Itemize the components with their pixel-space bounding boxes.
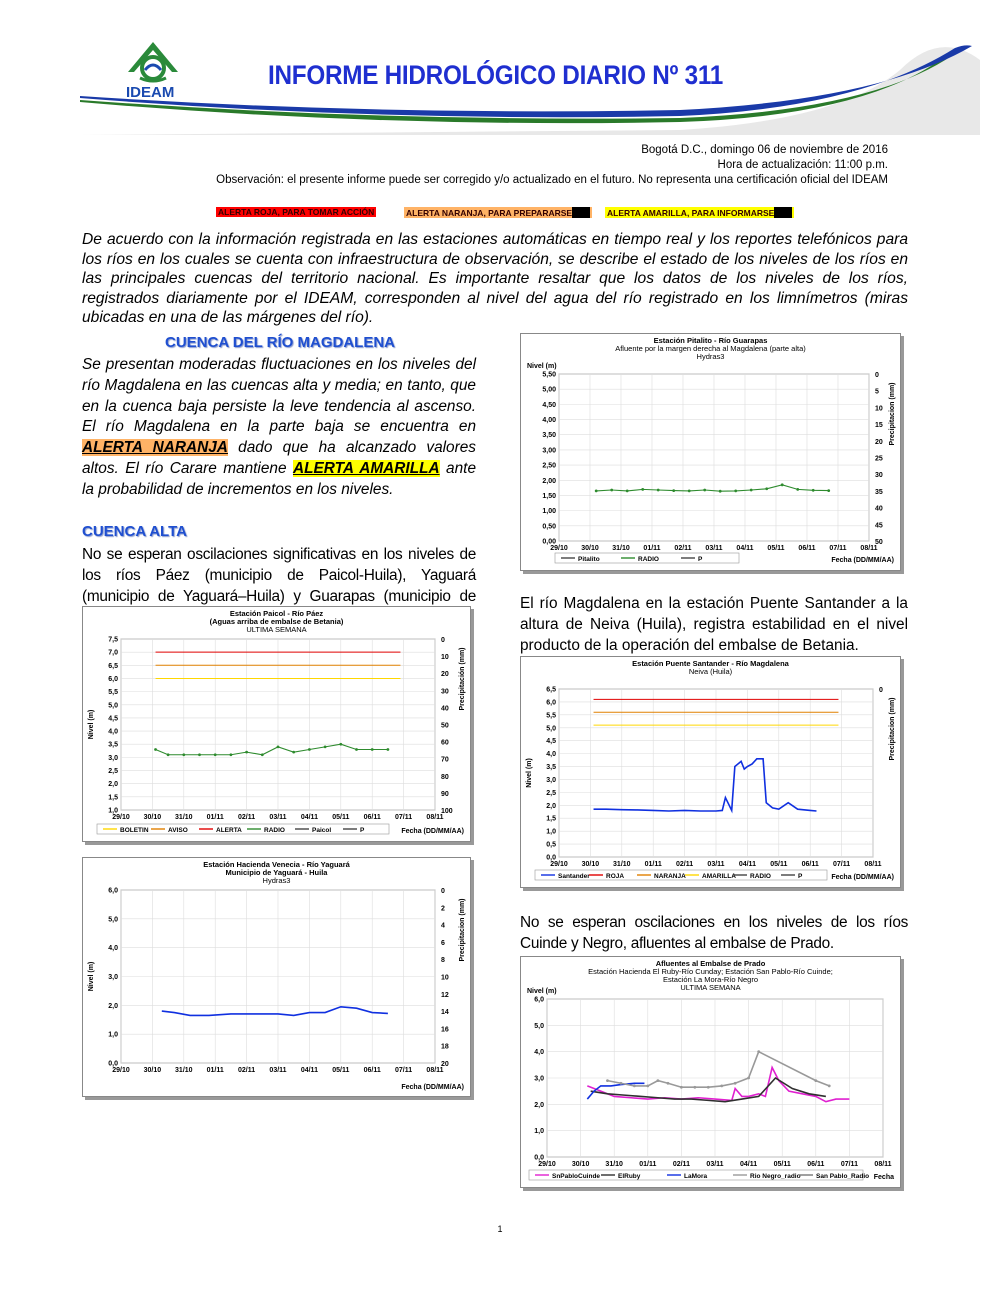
y-tick-label: 0,5 [546, 841, 556, 849]
x-tick-label: 30/10 [143, 1067, 162, 1074]
y2-tick-label: 25 [875, 455, 883, 463]
x-tick-label: 30/10 [571, 1161, 590, 1168]
data-point [734, 1082, 737, 1085]
data-point [154, 748, 157, 751]
y-tick-label: 7,0 [108, 649, 118, 657]
y2-tick-label: 6 [441, 939, 445, 947]
ideam-logo [118, 38, 188, 104]
x-tick-label: 02/11 [674, 545, 692, 552]
y-axis-label: Nivel (m) [526, 758, 533, 788]
y-tick-label: 5,5 [546, 712, 556, 720]
data-point [747, 1077, 750, 1080]
alert-orange-badge: ALERTA NARANJA [82, 439, 228, 457]
chart-title: Afluentes al Embalse de Prado [655, 959, 766, 968]
chart-santander [520, 656, 901, 888]
legend-label: RADIO [264, 827, 285, 834]
y-tick-label: 1,0 [108, 1031, 118, 1039]
x-tick-label: 05/11 [332, 814, 350, 821]
y-tick-label: 3,50 [542, 432, 556, 440]
data-point [292, 751, 295, 754]
data-point [656, 1079, 659, 1082]
x-tick-label: 30/10 [143, 814, 162, 821]
data-point [827, 489, 830, 492]
black-block [774, 207, 792, 218]
y-tick-label: 2,0 [534, 1101, 544, 1109]
data-point [606, 1079, 609, 1082]
y-tick-label: 1,5 [546, 815, 556, 823]
legend-label: BOLETIN [120, 827, 149, 834]
x-tick-label: 08/11 [874, 1161, 892, 1168]
chart-prado [520, 956, 901, 1188]
chart-subtitle2: Estación La Mora-Río Negro [662, 975, 759, 984]
x-tick-label: 07/11 [833, 861, 851, 868]
y-tick-label: 1,0 [546, 828, 556, 836]
x-tick-label: 06/11 [798, 545, 816, 552]
y-tick-label: 3,0 [546, 776, 556, 784]
y-axis-label: Nivel (m) [88, 709, 95, 740]
x-tick-label: 31/10 [612, 545, 630, 552]
y2-tick-label: 10 [875, 405, 883, 413]
x-tick-label: 31/10 [613, 861, 631, 868]
y2-tick-label: 10 [441, 974, 449, 982]
x-tick-label: 04/11 [300, 1067, 318, 1074]
data-point [308, 748, 311, 751]
chart-subtitle: Afluente por la margen derecha al Magdalena (parte alta) [615, 344, 806, 353]
data-point [693, 1086, 696, 1089]
y-tick-label: 3,0 [534, 1075, 544, 1083]
data-point [633, 1085, 636, 1088]
y2-tick-label: 30 [875, 472, 883, 480]
chart-subtitle: Estación Hacienda El Ruby-Río Cunday; Estación San Pablo-Río Cuinde; [588, 967, 833, 976]
y2-tick-label: 0 [875, 372, 879, 379]
data-point [355, 748, 358, 751]
x-axis-label: Fecha (DD/MM/AA) [401, 1084, 464, 1091]
data-point [620, 1082, 623, 1085]
alert-yellow-legend [605, 207, 794, 218]
chart-svg-venecia [83, 858, 470, 1096]
legend-label: P [798, 873, 803, 880]
series-line-3 [607, 1052, 829, 1088]
magdalena-text-1: Se presentan moderadas fluctuaciones en los niveles del río Magdalena en las cuencas alta y media; en tanto, que en la cuenca baja persiste la leve tendencia al ascenso. El río Magdalena en la parte baja se encuentra en [82, 356, 476, 436]
y2-tick-label: 0 [441, 637, 445, 644]
chart-paicol [82, 606, 471, 842]
alert-orange-text: ALERTA NARANJA, PARA PREPARARSE [406, 208, 573, 218]
legend-label: Rio Negro_radio [750, 1173, 801, 1180]
magdalena-text-3: ante la probabilidad de incrementos en los niveles. [82, 459, 476, 498]
x-tick-label: 04/11 [300, 814, 318, 821]
y-axis-label: Nivel (m) [527, 363, 557, 370]
x-tick-label: 02/11 [238, 1067, 256, 1074]
x-tick-label: 04/11 [740, 1161, 758, 1168]
x-tick-label: 01/11 [206, 1067, 224, 1074]
y2-tick-label: 15 [875, 422, 883, 430]
y2-tick-label: 0 [879, 687, 883, 694]
y2-tick-label: 8 [441, 957, 445, 965]
y2-tick-label: 20 [875, 438, 883, 446]
alert-yellow-badge: ALERTA AMARILLA [292, 459, 440, 477]
chart-svg-pitalito [521, 334, 900, 570]
y2-tick-label: 18 [441, 1043, 449, 1051]
y2-tick-label: 20 [441, 671, 449, 679]
data-point [765, 487, 768, 490]
chart-title: Estación Paicol - Río Páez [229, 609, 324, 618]
legend-label: P [360, 827, 365, 834]
chart-venecia [82, 857, 471, 1097]
y2-tick-label: 30 [441, 688, 449, 696]
legend-label: SnPabloCuinde [552, 1173, 601, 1180]
y-tick-label: 3,0 [108, 754, 118, 762]
y-tick-label: 5,0 [546, 725, 556, 733]
y2-tick-label: 90 [441, 790, 449, 798]
y2-tick-label: 14 [441, 1009, 449, 1017]
y2-tick-label: 0 [441, 888, 445, 895]
y-tick-label: 1,0 [108, 807, 118, 815]
y2-tick-label: 10 [441, 654, 449, 662]
legend-label: NARANJA [654, 873, 686, 880]
y-tick-label: 2,00 [542, 477, 556, 485]
legend-label: RADIO [638, 556, 659, 563]
observation-note: Observación: el presente informe puede ser corregido y/o actualizado en el futuro. No representa una certificación oficial del IDEAM [216, 174, 888, 186]
chart-title: Estación Hacienda Venecia - Río Yaguará [203, 860, 350, 869]
y-tick-label: 6,5 [546, 686, 556, 694]
x-tick-label: 08/11 [864, 861, 882, 868]
y-tick-label: 6,0 [108, 887, 118, 895]
data-point [595, 490, 598, 493]
magdalena-text-2: dado que ha alcanzado valores altos. El río Carare mantiene [82, 439, 476, 477]
section-title-alta: CUENCA ALTA [82, 523, 187, 540]
data-point [680, 1086, 683, 1089]
x-tick-label: 08/11 [426, 814, 444, 821]
chart-title: Estación Pitalito - Río Guarapas [653, 336, 768, 345]
x-tick-label: 01/11 [643, 545, 661, 552]
x-tick-label: 05/11 [767, 545, 785, 552]
y2-tick-label: 100 [441, 808, 453, 815]
series-line-0 [156, 744, 388, 755]
data-point [182, 753, 185, 756]
y-tick-label: 2,5 [546, 789, 556, 797]
y-axis-label: Nivel (m) [527, 988, 557, 995]
y-tick-label: 3,00 [542, 447, 556, 455]
data-point [626, 490, 629, 493]
x-tick-label: 05/11 [773, 1161, 791, 1168]
y2-tick-label: 35 [875, 488, 883, 496]
x-tick-label: 03/11 [269, 1067, 287, 1074]
x-axis-label: Fecha (DD/MM/AA) [831, 874, 894, 881]
y2-tick-label: 80 [441, 773, 449, 781]
legend-label: P [698, 556, 703, 563]
x-axis-label: Fecha (DD/MM/AA) [401, 828, 464, 835]
x-tick-label: 01/11 [639, 1161, 657, 1168]
legend-label: RADIO [750, 873, 771, 880]
y-tick-label: 4,0 [108, 945, 118, 953]
data-point [707, 1086, 710, 1089]
y-tick-label: 3,5 [108, 741, 118, 749]
x-axis-label: Fecha (DD/MM/AA) [831, 557, 894, 564]
y-tick-label: 3,0 [108, 974, 118, 981]
y-tick-label: 2,50 [542, 462, 556, 470]
y-tick-label: 4,0 [546, 751, 556, 759]
x-tick-label: 29/10 [112, 814, 130, 821]
alert-red-legend: ALERTA ROJA, PARA TOMAR ACCIÓN [218, 207, 375, 217]
y2-tick-label: 12 [441, 991, 449, 999]
page-title: INFORME HIDROLÓGICO DIARIO Nº 311 [268, 60, 723, 90]
chart-svg-prado [521, 957, 900, 1187]
data-point [214, 753, 217, 756]
data-point [672, 489, 675, 492]
y-tick-label: 5,50 [542, 371, 556, 379]
y-tick-label: 4,0 [534, 1049, 544, 1057]
x-axis-label: Fecha [873, 1174, 894, 1181]
y-tick-label: 4,5 [546, 738, 556, 746]
y-tick-label: 2,5 [108, 768, 118, 776]
data-point [719, 490, 722, 493]
data-point [734, 490, 737, 493]
x-tick-label: 06/11 [363, 814, 381, 821]
data-point [371, 748, 374, 751]
y-tick-label: 2,0 [108, 1002, 118, 1010]
y2-tick-label: 20 [441, 1061, 449, 1068]
y-tick-label: 1,5 [108, 794, 118, 802]
y-tick-label: 6,0 [546, 699, 556, 707]
data-point [245, 751, 248, 754]
data-point [812, 489, 815, 492]
x-tick-label: 07/11 [829, 545, 847, 552]
y-tick-label: 4,00 [542, 417, 556, 425]
y-tick-label: 4,0 [108, 728, 118, 736]
y-tick-label: 6,0 [534, 996, 544, 1004]
magdalena-paragraph [82, 355, 476, 501]
x-tick-label: 30/10 [581, 861, 600, 868]
chart-subtitle3: ULTIMA SEMANA [680, 983, 741, 992]
y2-tick-label: 2 [441, 905, 445, 913]
y2-axis-label: Precipitacion (mm) [459, 898, 466, 962]
y-tick-label: 6,5 [108, 662, 118, 670]
y-tick-label: 6,0 [108, 675, 118, 683]
chart-subtitle: (Aguas arriba de embalse de Betania) [209, 617, 344, 626]
y2-tick-label: 50 [875, 539, 883, 546]
chart-svg-paicol [83, 607, 470, 841]
chart-svg-santander [521, 657, 900, 887]
data-point [167, 753, 170, 756]
x-tick-label: 03/11 [269, 814, 287, 821]
y-tick-label: 5,00 [542, 386, 556, 394]
data-point [688, 490, 691, 493]
x-tick-label: 08/11 [860, 545, 878, 552]
legend-label: Santander [558, 873, 590, 880]
chart-subtitle2: Hydras3 [696, 352, 725, 361]
x-tick-label: 31/10 [175, 1067, 193, 1074]
x-tick-label: 07/11 [395, 1067, 413, 1074]
y2-tick-label: 45 [875, 522, 883, 530]
y2-tick-label: 40 [875, 505, 883, 513]
x-tick-label: 08/11 [426, 1067, 444, 1074]
data-point [828, 1085, 831, 1088]
data-point [781, 483, 784, 486]
x-tick-label: 29/10 [550, 861, 568, 868]
data-point [387, 748, 390, 751]
x-tick-label: 05/11 [770, 861, 788, 868]
x-tick-label: 04/11 [738, 861, 756, 868]
x-tick-label: 03/11 [707, 861, 725, 868]
x-tick-label: 03/11 [706, 1161, 724, 1168]
update-line: Hora de actualización: 11:00 p.m. [717, 159, 888, 171]
y-tick-label: 1,00 [542, 508, 556, 516]
x-tick-label: 29/10 [112, 1067, 130, 1074]
data-point [646, 1085, 649, 1088]
x-tick-label: 29/10 [538, 1161, 556, 1168]
y2-tick-label: 50 [441, 722, 449, 730]
date-line: Bogotá D.C., domingo 06 de noviembre de 2016 [641, 144, 888, 156]
y-tick-label: 5,0 [108, 702, 118, 710]
y-tick-label: 2,0 [108, 781, 118, 789]
santander-paragraph: El río Magdalena en la estación Puente Santander a la altura de Neiva (Huila), registra estabilidad en el nivel producto de la operación del embalse de Betania. [520, 595, 908, 654]
chart-subtitle2: ULTIMA SEMANA [246, 625, 307, 634]
y-tick-label: 4,50 [542, 401, 556, 409]
data-point [796, 488, 799, 491]
y-tick-label: 7,5 [108, 636, 118, 644]
data-point [667, 1082, 670, 1085]
legend-label: Paicol [312, 827, 332, 834]
x-tick-label: 06/11 [363, 1067, 381, 1074]
data-point [641, 488, 644, 491]
y-tick-label: 5,5 [108, 689, 118, 697]
y-tick-label: 0,0 [534, 1154, 544, 1162]
x-tick-label: 30/10 [581, 545, 599, 552]
chart-pitalito [520, 333, 901, 571]
data-point [230, 753, 233, 756]
data-point [750, 489, 753, 492]
data-point [277, 745, 280, 748]
y-tick-label: 0,00 [542, 538, 556, 546]
section-title-magdalena: CUENCA DEL RÍO MAGDALENA [165, 334, 396, 351]
y-tick-label: 0,0 [546, 854, 556, 862]
x-tick-label: 07/11 [840, 1161, 858, 1168]
y-tick-label: 4,5 [108, 715, 118, 723]
y2-axis-label: Precipitación (mm) [459, 647, 466, 711]
data-point [324, 745, 327, 748]
y-tick-label: 0,0 [108, 1060, 118, 1068]
data-point [198, 753, 201, 756]
legend-label: ALERTA [216, 827, 242, 834]
alert-yellow-text: ALERTA AMARILLA, PARA INFORMARSE [607, 208, 775, 218]
y2-tick-label: 5 [875, 388, 879, 396]
y2-tick-label: 40 [441, 705, 449, 713]
y2-axis-label: Precipitacion (mm) [889, 697, 896, 761]
legend-label: ROJA [606, 873, 625, 880]
legend-label: ElRuby [618, 1173, 641, 1180]
data-point [814, 1079, 817, 1082]
logo-text: IDEAM [126, 84, 175, 101]
y-tick-label: 1,0 [534, 1128, 544, 1136]
x-tick-label: 05/11 [332, 1067, 350, 1074]
x-tick-label: 06/11 [807, 1161, 825, 1168]
x-tick-label: 02/11 [672, 1161, 690, 1168]
data-point [757, 1050, 760, 1053]
data-point [610, 489, 613, 492]
y2-tick-label: 60 [441, 739, 449, 747]
series-line-0 [162, 1007, 388, 1016]
chart-subtitle: Municipio de Yaguará - Huila [225, 868, 328, 877]
legend-label: San Pablo_Radio [816, 1173, 870, 1180]
y-tick-label: 3,5 [546, 764, 556, 772]
x-tick-label: 02/11 [676, 861, 694, 868]
y-axis-label: Nivel (m) [88, 961, 95, 992]
black-block [572, 207, 590, 218]
alta-paragraph: No se esperan oscilaciones significativas en los niveles de los ríos Páez (municipio de Paicol-Huila), Yaguará (municipio de Yaguará–Huila) y Guarapas (municipio de [82, 546, 476, 605]
chart-title: Estación Puente Santander - Río Magdalena [632, 659, 789, 668]
x-tick-label: 31/10 [175, 814, 193, 821]
data-point [657, 489, 660, 492]
x-tick-label: 02/11 [238, 814, 256, 821]
y2-tick-label: 16 [441, 1026, 449, 1034]
x-tick-label: 03/11 [705, 545, 723, 552]
prado-paragraph: No se esperan oscilaciones en los niveles de los ríos Cuinde y Negro, afluentes al embalse de Prado. [520, 914, 908, 952]
y-tick-label: 1,50 [542, 492, 556, 500]
y2-tick-label: 4 [441, 922, 445, 930]
data-point [720, 1085, 723, 1088]
data-point [703, 489, 706, 492]
x-tick-label: 01/11 [206, 814, 224, 821]
legend-label: AVISO [168, 827, 188, 834]
data-point [339, 743, 342, 746]
legend-label: AMARILLA [702, 873, 736, 880]
y-tick-label: 2,0 [546, 802, 556, 810]
y-tick-label: 5,0 [534, 1022, 544, 1030]
x-tick-label: 01/11 [644, 861, 662, 868]
page-number: 1 [497, 1224, 503, 1234]
legend-label: LaMora [684, 1173, 708, 1180]
data-point [261, 753, 264, 756]
series-line-0 [596, 485, 829, 491]
y2-tick-label: 70 [441, 756, 449, 764]
x-tick-label: 29/10 [550, 545, 568, 552]
x-tick-label: 31/10 [605, 1161, 623, 1168]
alert-orange-legend [404, 207, 592, 218]
legend-label: Pitalito [578, 556, 600, 563]
y-tick-label: 5,0 [108, 916, 118, 924]
y-tick-label: 0,50 [542, 523, 556, 531]
x-tick-label: 07/11 [395, 814, 413, 821]
x-tick-label: 04/11 [736, 545, 754, 552]
x-tick-label: 06/11 [801, 861, 819, 868]
intro-paragraph: De acuerdo con la información registrada en las estaciones automáticas en tiempo real y los reportes telefónicos para los ríos en los cuales se cuenta con infraestructura de observación, se describe el estado de los niveles de los ríos en las principales cuencas del territorio nacional. Es importante resaltar que los datos de los niveles de los ríos, registrados diariamente por el IDEAM, corresponden al nivel del agua del río registrado en los limnímetros (miras ubicadas en una de las márgenes del río). [82, 231, 908, 326]
chart-subtitle: Neiva (Huila) [688, 667, 733, 676]
chart-subtitle2: Hydras3 [262, 876, 291, 885]
y2-axis-label: Precipitacion (mm) [889, 382, 896, 446]
